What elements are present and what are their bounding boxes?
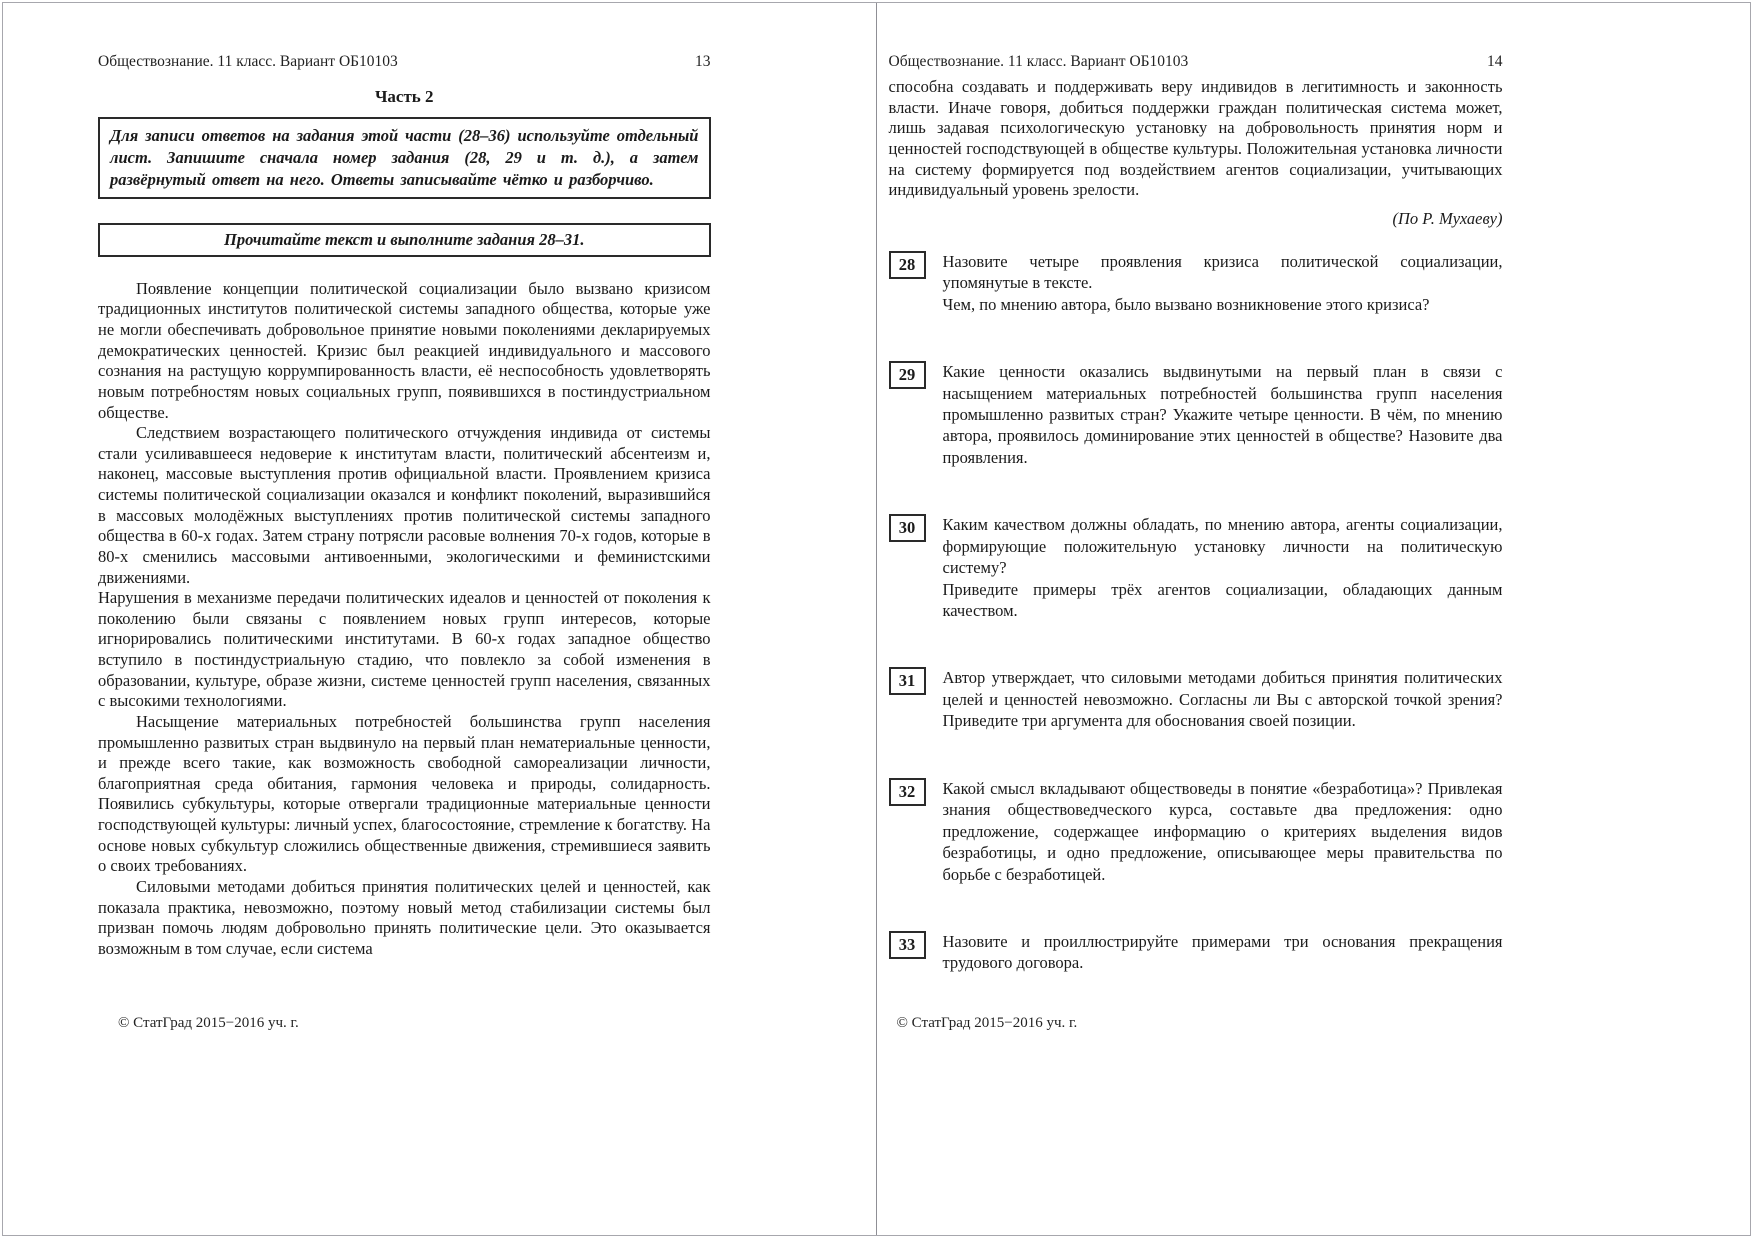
question-number-box: 28 <box>889 251 926 279</box>
reading-paragraph: Нарушения в механизме передачи политических идеалов и ценностей от поколения к поколению были связаны с появлением новых групп интересов, которые игнорировались политическими институтами. В 60-х годах западное общество вступило в постиндустриальную стадию, что повлекло за собой изменения в образовании, культуре, образе жизни, системе ценностей групп населения, связанных с высокими технологиями. <box>98 588 711 711</box>
page-header-left <box>98 53 711 71</box>
question-32 <box>889 778 1503 885</box>
question-33 <box>889 931 1503 974</box>
question-paragraph: Какой смысл вкладывают обществоведы в понятие «безработица»? Привлекая знания обществоведческого курса, составьте два предложения: одно предложение, содержащее информацию о критериях выделения видов безработицы, и одно предложение, описывающее меры правительства по борьбе с безработицей. <box>942 778 1503 884</box>
header-page-number: 13 <box>695 53 711 70</box>
page-header-right <box>889 53 1503 71</box>
header-title: Обществознание. 11 класс. Вариант ОБ10103 <box>98 53 398 70</box>
question-number-box: 30 <box>889 514 926 542</box>
instruction-box <box>98 117 711 199</box>
reading-paragraph: Появление концепции политической социализации было вызвано кризисом традиционных институтов политической системы западного общества, которые уже не могли обеспечивать добровольное принятие новыми поколениями декларируемых демократических ценностей. Кризис был реакцией индивидуального и массового сознания на растущую коррумпированность власти, её неспособность удовлетворять новым потребностям новых социальных групп, появившихся в постиндустриальном обществе. <box>98 278 711 422</box>
question-30 <box>889 514 1503 621</box>
document-view <box>2 2 1751 1236</box>
task-banner-text: Прочитайте текст и выполните задания 28–31. <box>224 229 585 249</box>
question-text <box>943 251 1503 315</box>
question-number-box: 33 <box>889 931 926 959</box>
page-13 <box>3 3 877 1235</box>
task-banner <box>98 223 711 257</box>
question-29 <box>889 361 1503 468</box>
reading-paragraph: способна создавать и поддерживать веру индивидов в легитимность и законность власти. Иначе говоря, добиться поддержки граждан политическая система может, лишь задавая психологическую установку на добровольность принятия норм и ценностей господствующей в обществе культуры. Положительная установка личности на систему формируется под воздействием агентов социализации, учитывающих индивидуальный уровень зрелости. <box>888 77 1503 200</box>
question-paragraph: Приведите примеры трёх агентов социализации, обладающих данным качеством. <box>942 579 1503 620</box>
page-footer: © СтатГрад 2015−2016 уч. г. <box>896 1015 1078 1031</box>
question-paragraph: Какие ценности оказались выдвинутыми на первый план в связи с насыщением материальных потребностей большинства групп населения промышленно развитых стран? Укажите четыре ценности. В чём, по мнению автора, проявилось доминирование этих ценностей в обществе? Назовите два проявления. <box>942 362 1503 467</box>
question-number-box: 32 <box>889 778 926 806</box>
header-title: Обществознание. 11 класс. Вариант ОБ10103 <box>888 53 1189 70</box>
question-paragraph: Каким качеством должны обладать, по мнению автора, агенты социализации, формирующие положительную установку личности на политическую систему? <box>942 515 1503 578</box>
question-28 <box>889 251 1503 315</box>
instruction-text: Для записи ответов на задания этой части (28–36) используйте отдельный лист. Запишите сначала номер задания (28, 29 и т. д.), а затем развёрнутый ответ на него. Ответы записывайте чётко и разборчиво. <box>110 126 699 189</box>
question-text <box>943 514 1503 621</box>
header-page-number: 14 <box>1487 53 1503 70</box>
page-footer: © СтатГрад 2015−2016 уч. г. <box>118 1015 299 1031</box>
question-text <box>943 361 1503 468</box>
reading-paragraph: Силовыми методами добиться принятия политических целей и ценностей, как показала практика, невозможно, поэтому новый метод стабилизации системы был призван помочь людям добровольно принять политические цели. Это оказывается возможным в том случае, если система <box>98 876 711 958</box>
text-attribution: (По Р. Мухаеву) <box>1392 208 1503 228</box>
question-text <box>943 667 1503 731</box>
question-number-box: 31 <box>889 667 926 695</box>
question-text <box>943 931 1503 974</box>
question-paragraph: Автор утверждает, что силовыми методами добиться принятия политических целей и ценностей невозможно. Согласны ли Вы с авторской точкой зрения? Приведите три аргумента для обоснования своей позиции. <box>942 668 1503 731</box>
question-paragraph: Назовите и проиллюстрируйте примерами три основания прекращения трудового договора. <box>942 931 1503 973</box>
page-14 <box>877 3 1751 1235</box>
question-number-box: 29 <box>889 361 926 389</box>
part-title: Часть 2 <box>374 87 434 106</box>
reading-paragraph: Следствием возрастающего политического отчуждения индивида от системы стали усиливавшееся недоверие к институтам власти, политический абсентеизм и, наконец, массовые выступления против официальной власти. Проявлением кризиса системы политической социализации оказался и конфликт поколений, выразившийся в массовых молодёжных выступлениях против политической системы западного общества в 60-х годах. Затем страну потрясли расовые волнения 70-х годов, которые в 80-х сменились массовыми антивоенными, экологическими и феминистскими движениями. <box>98 423 711 587</box>
question-text <box>943 778 1503 885</box>
question-paragraph: Чем, по мнению автора, было вызвано возникновение этого кризиса? <box>942 294 1430 314</box>
question-31 <box>889 667 1503 731</box>
reading-paragraph: Насыщение материальных потребностей большинства групп населения промышленно развитых стран выдвинуло на первый план нематериальные ценности, и прежде всего такие, как возможность свободной самореализации личности, благоприятная среда обитания, гармония человека и природы, солидарность. Появились субкультуры, которые отвергали традиционные материальные ценности господствующей культуры: личный успех, благосостояние, стремление к богатству. На основе новых субкультур сложились общественные движения, стремившиеся заявить о своих требованиях. <box>98 711 711 876</box>
question-paragraph: Назовите четыре проявления кризиса политической социализации, упомянутые в тексте. <box>942 251 1503 293</box>
reading-text-continuation <box>889 77 1503 201</box>
reading-text <box>98 279 711 960</box>
